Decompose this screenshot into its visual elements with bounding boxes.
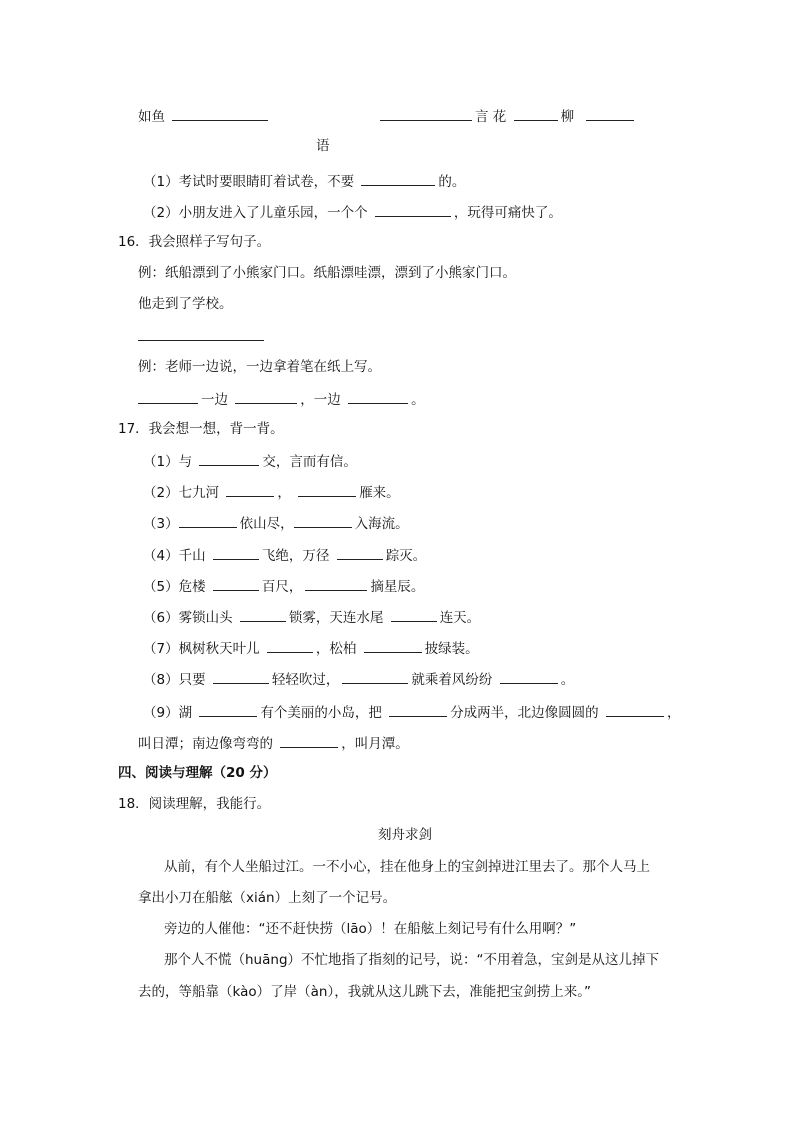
q17-item-2: （2）七九河 ， 雁来。 — [143, 482, 400, 502]
q15-liu: 柳 — [560, 109, 575, 125]
answer-blank[interactable] — [267, 638, 313, 653]
q15-hua: 花 — [492, 109, 507, 125]
q15-yan: 言 — [475, 109, 489, 125]
answer-blank[interactable] — [500, 669, 558, 684]
answer-blank[interactable] — [213, 576, 259, 591]
story-para-2: 旁边的人催他：“还不赶快捞（lāo）！在船舷上刻记号有什么用啊？” — [164, 921, 577, 937]
answer-blank[interactable] — [606, 702, 664, 717]
q16-answer-line — [138, 326, 267, 346]
answer-blank[interactable] — [179, 513, 237, 528]
story-para-3b: 去的，等船靠（kào）了岸（àn），我就从这儿跳下去，准能把宝剑捞上来。” — [138, 984, 591, 1000]
q17-item-1: （1）与 交，言而有信。 — [143, 451, 357, 471]
q17-item-3: （3） 依山尽， 入海流。 — [143, 513, 409, 533]
answer-blank[interactable] — [337, 545, 383, 560]
q16-example-2: 例：老师一边说，一边拿着笔在纸上写。 — [138, 359, 381, 375]
answer-blank[interactable] — [199, 451, 259, 466]
answer-blank[interactable] — [375, 202, 451, 217]
q17-title: 17．我会想一想，背一背。 — [118, 421, 284, 437]
section-4-heading: 四、阅读与理解（20 分） — [118, 765, 277, 781]
q16-question-1: 他走到了学校。 — [138, 296, 233, 312]
answer-blank[interactable] — [199, 702, 257, 717]
answer-blank[interactable] — [138, 389, 198, 404]
answer-blank[interactable] — [298, 482, 356, 497]
answer-blank[interactable] — [380, 106, 472, 121]
story-title: 刻舟求剑 — [378, 827, 432, 843]
q17-item-4: （4）千山 飞绝，万径 踪灭。 — [143, 545, 426, 565]
answer-blank[interactable] — [514, 106, 558, 121]
q16-title: 16．我会照样子写句子。 — [118, 234, 271, 250]
answer-blank[interactable] — [586, 106, 634, 121]
answer-blank[interactable] — [226, 482, 274, 497]
q15-row-right — [380, 106, 637, 126]
answer-blank[interactable] — [364, 638, 422, 653]
q15-item-2: （2）小朋友进入了儿童乐园，一个个 ，玩得可痛快了。 — [143, 202, 562, 222]
answer-blank[interactable] — [348, 389, 408, 404]
answer-blank[interactable] — [305, 576, 367, 591]
q16-question-2: 一边 ，一边 。 — [138, 389, 425, 409]
q15-row — [138, 106, 271, 126]
answer-blank[interactable] — [391, 607, 437, 622]
answer-blank[interactable] — [342, 669, 408, 684]
q16-example-1: 例：纸船漂到了小熊家门口。纸船漂哇漂，漂到了小熊家门口。 — [138, 265, 516, 281]
q17-item-7: （7）枫树秋天叶儿 ，松柏 披绿装。 — [143, 638, 479, 658]
q18-title: 18．阅读理解，我能行。 — [118, 796, 271, 812]
answer-blank[interactable] — [294, 513, 352, 528]
q17-item-9-cont: 叫日潭；南边像弯弯的 ，叫月潭。 — [138, 733, 409, 753]
answer-blank[interactable] — [213, 669, 269, 684]
answer-blank[interactable] — [389, 702, 447, 717]
answer-blank[interactable] — [172, 106, 268, 121]
q15-item-1: （1）考试时要眼睛盯着试卷，不要 的。 — [143, 171, 465, 191]
story-para-1b: 拿出小刀在船舷（xián）上刻了一个记号。 — [138, 890, 397, 906]
q17-item-9: （9）湖 有个美丽的小岛，把 分成两半，北边像圆圆的 ， — [143, 702, 680, 722]
story-para-1a: 从前，有个人坐船过江。一不小心，挂在他身上的宝剑掉进江里去了。那个人马上 — [164, 859, 650, 875]
q15-ruyu: 如鱼 — [138, 109, 165, 125]
answer-blank[interactable] — [280, 733, 338, 748]
answer-blank[interactable] — [213, 545, 259, 560]
q17-item-8: （8）只要 轻轻吹过， 就乘着风纷纷 。 — [143, 669, 574, 689]
q17-item-6: （6）雾锁山头 锁雾，天连水尾 连天。 — [143, 607, 480, 627]
q15-yu: 语 — [316, 138, 330, 154]
q17-item-5: （5）危楼 百尺， 摘星辰。 — [143, 576, 424, 596]
answer-blank[interactable] — [235, 389, 297, 404]
answer-blank[interactable] — [361, 171, 435, 186]
answer-blank[interactable] — [138, 326, 264, 341]
story-para-3a: 那个人不慌（huāng）不忙地指了指刻的记号，说：“不用着急，宝剑是从这儿掉下 — [164, 952, 660, 968]
answer-blank[interactable] — [240, 607, 286, 622]
